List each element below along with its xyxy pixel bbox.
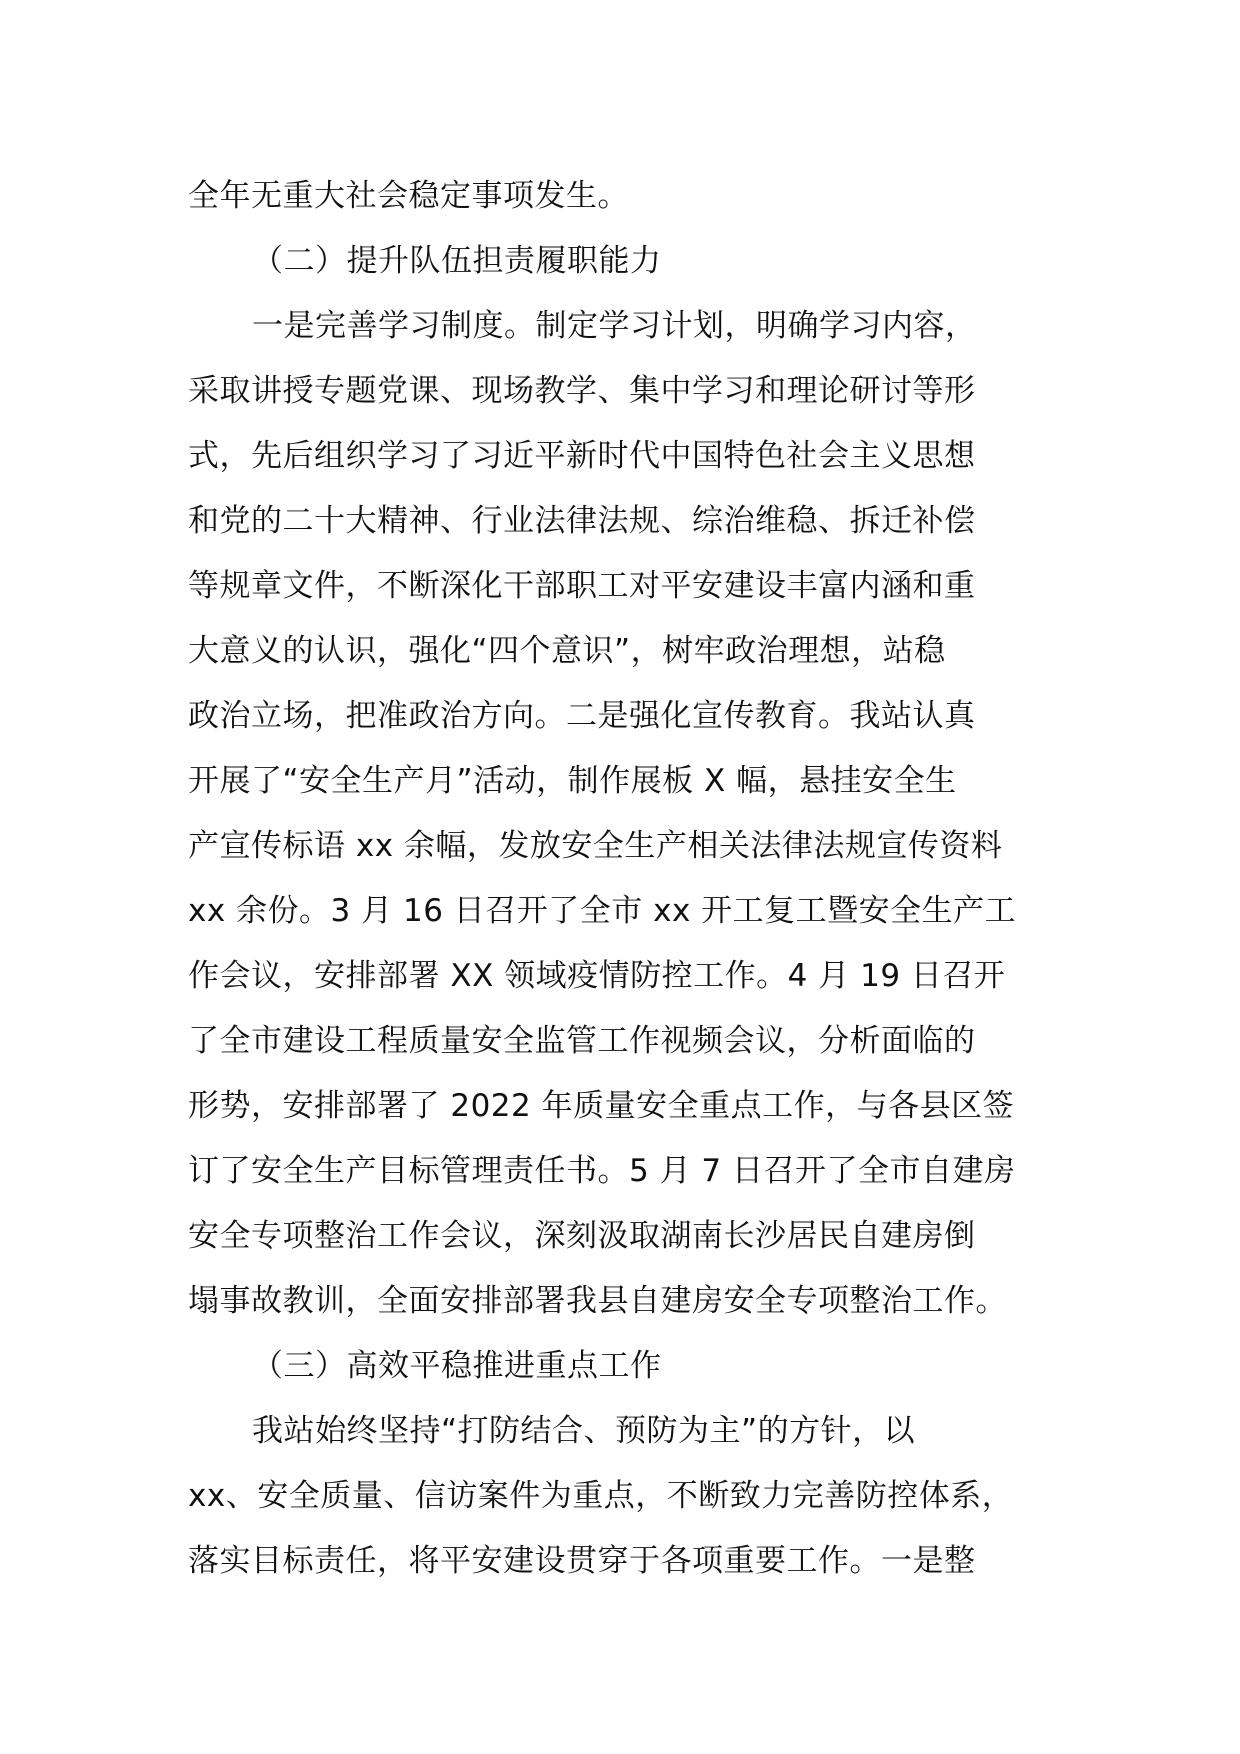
paragraph-line: 等规章文件，不断深化干部职工对平安建设丰富内涵和重 [188,568,976,604]
paragraph-line: 我站始终坚持“打防结合、预防为主”的方针，以 [252,1413,916,1449]
paragraph-line: 安全专项整治工作会议，深刻汲取湖南长沙居民自建房倒 [188,1218,976,1254]
paragraph-line: 采取讲授专题党课、现场教学、集中学习和理论研讨等形 [188,373,976,409]
paragraph-line: 全年无重大社会稳定事项发生。 [188,178,629,214]
paragraph-line: 订了安全生产目标管理责任书。5 月 7 日召开了全市自建房 [188,1153,1016,1189]
paragraph-line: xx、安全质量、信访案件为重点，不断致力完善防控体系， [188,1478,1014,1514]
paragraph-line: 开展了“安全生产月”活动，制作展板 X 幅，悬挂安全生 [188,763,957,799]
paragraph-line: xx 余份。3 月 16 日召开了全市 xx 开工复工暨安全生产工 [188,893,1017,929]
paragraph-line: 形势，安排部署了 2022 年质量安全重点工作，与各县区签 [188,1088,1015,1124]
paragraph-line: 一是完善学习制度。制定学习计划，明确学习内容， [252,308,977,344]
paragraph-line: 了全市建设工程质量安全监管工作视频会议，分析面临的 [188,1023,976,1059]
paragraph-line: 塌事故教训，全面安排部署我县自建房安全专项整治工作。 [188,1283,1007,1319]
paragraph-line: 落实目标责任，将平安建设贯穿于各项重要工作。一是整 [188,1543,976,1579]
paragraph-line: 和党的二十大精神、行业法律法规、综治维稳、拆迁补偿 [188,503,976,539]
paragraph-line: 产宣传标语 xx 余幅，发放安全生产相关法律法规宣传资料 [188,828,1003,864]
paragraph-line: 政治立场，把准政治方向。二是强化宣传教育。我站认真 [188,698,976,734]
section-heading: （二）提升队伍担责履职能力 [252,243,662,279]
paragraph-line: 大意义的认识，强化“四个意识”，树牢政治理想，站稳 [188,633,946,669]
paragraph-line: 式，先后组织学习了习近平新时代中国特色社会主义思想 [188,438,976,474]
document-body [188,164,1060,1594]
section-heading: （三）高效平稳推进重点工作 [252,1348,662,1384]
paragraph-line: 作会议，安排部署 XX 领域疫情防控工作。4 月 19 日召开 [188,958,1006,994]
